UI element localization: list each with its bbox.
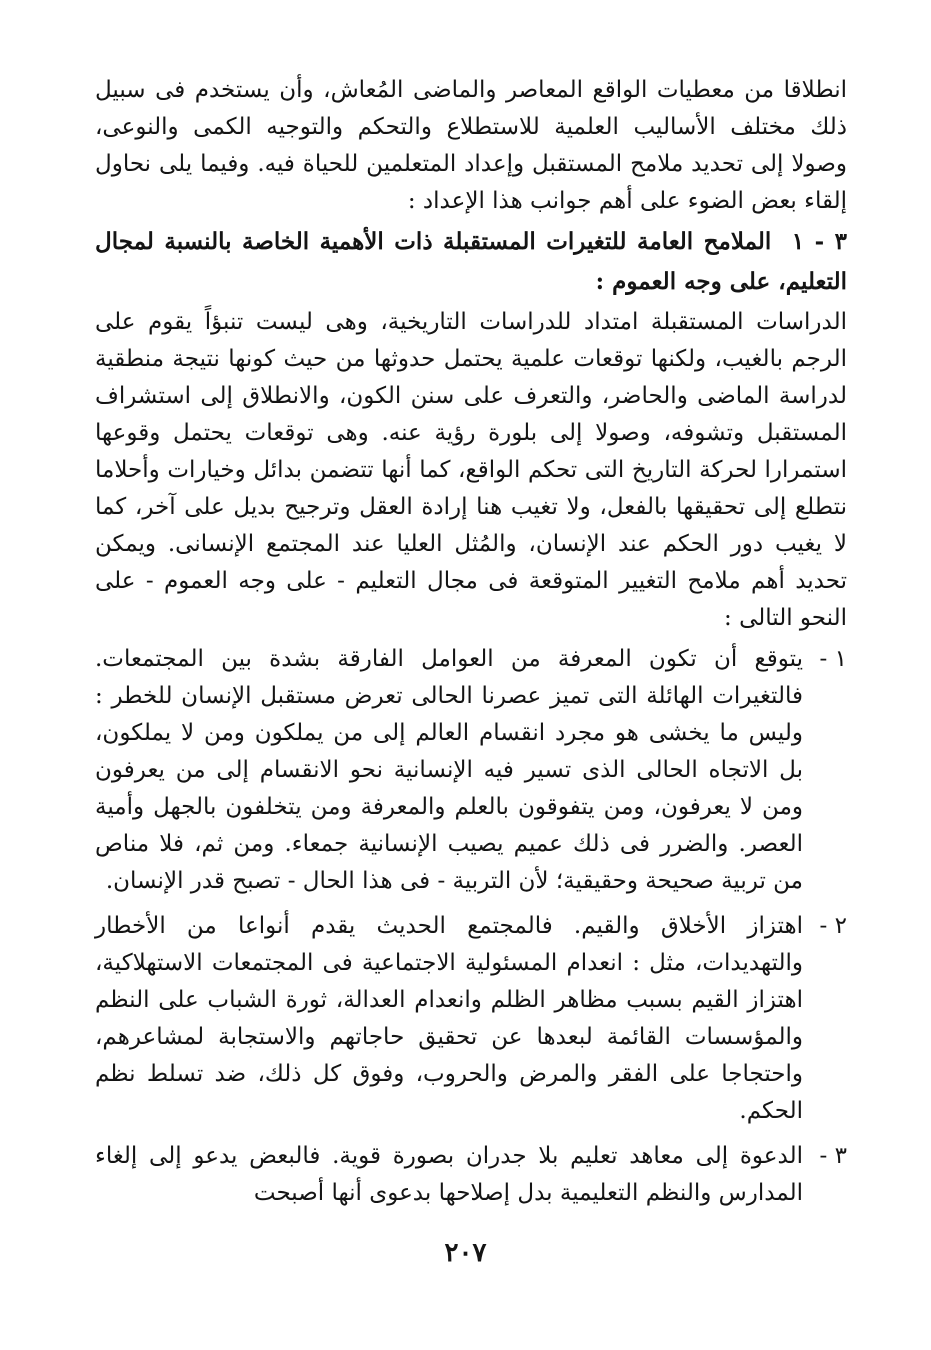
list-item-text: اهتزاز الأخلاق والقيم. فالمجتمع الحديث يقدم أنواعا من الأخطار والتهديدات، مثل : انعدام المسئولية الاجتماعية فى المجتمعات الاستهلاكية، اهتزاز القيم بسبب مظاهر الظلم وانعدام العدالة، ثورة الشباب على النظم والمؤسسات القائمة لبعدها عن تحقيق حاجاتهم والاستجابة لمشاعرهم، واحتجاجا على الفقر والمرض والحروب، وفوق كل ذلك، ضد تسلط نظم الحكم. [95, 913, 803, 1124]
list-item [95, 641, 847, 900]
section-title: الملامح العامة للتغيرات المستقبلة ذات الأهمية الخاصة بالنسبة لمجال التعليم، على وجه العموم : [95, 228, 847, 295]
list-item-text: يتوقع أن تكون المعرفة من العوامل الفارقة بشدة بين المجتمعات. فالتغيرات الهائلة التى تميز عصرنا الحالى تعرض مستقبل الإنسان للخطر : وليس ما يخشى هو مجرد انقسام العالم إلى من يملكون ومن لا يملكون، بل الاتجاه الحالى الذى تسير فيه الإنسانية نحو الانقسام إلى من يعرفون ومن لا يعرفون، ومن يتفوقون بالعلم والمعرفة ومن يتخلفون بالجهل وأمية العصر. والضرر فى ذلك عميم يصيب الإنسانية جمعاء. ومن ثم، فلا مناص من تربية صحيحة وحقيقية؛ لأن التربية - فى هذا الحال - تصبح قدر الإنسان. [95, 646, 803, 894]
numbered-list [95, 641, 847, 1212]
list-item [95, 1138, 847, 1212]
intro-paragraph: انطلاقا من معطيات الواقع المعاصر والماضى المُعاش، وأن يستخدم فى سبيل ذلك مختلف الأساليب العلمية للاستطلاع والتحكم والتوجيه الكمى والنوعى، وصولا إلى تحديد ملامح المستقبل وإعداد المتعلمين للحياة فيه. وفيما يلى نحاول إلقاء بعض الضوء على أهم جوانب هذا الإعداد : [95, 77, 847, 214]
section-heading [95, 222, 847, 302]
page-number: ٢٠٧ [444, 1238, 487, 1268]
list-item-number: ٣ - [819, 1143, 847, 1169]
list-item [95, 908, 847, 1130]
list-item-text: الدعوة إلى معاهد تعليم بلا جدران بصورة قوية. فالبعض يدعو إلى إلغاء المدارس والنظم التعليمية بدل إصلاحها بدعوى أنها أصبحت [95, 1143, 803, 1206]
section-body: الدراسات المستقبلة امتداد للدراسات التاريخية، وهى ليست تنبؤاً يقوم على الرجم بالغيب، ولكنها توقعات علمية يحتمل حدوثها من حيث كونها نتيجة منطقية لدراسة الماضى والحاضر، والتعرف على سنن الكون، والانطلاق إلى استشراف المستقبل وتشوفه، وصولا إلى بلورة رؤية عنه. وهى توقعات يحتمل وقوعها استمرارا لحركة التاريخ التى تحكم الواقع، كما أنها تتضمن بدائل وخيارات وأحلاما نتطلع إلى تحقيقها بالفعل، ولا تغيب هنا إرادة العقل وترجيح بديل على آخر، كما لا يغيب دور الحكم عند الإنسان، والمُثل العليا عند المجتمع الإنسانى. ويمكن تحديد أهم ملامح التغيير المتوقعة فى مجال التعليم - على وجه العموم - على النحو التالى : [95, 309, 847, 631]
list-item-number: ٢ - [819, 913, 847, 939]
list-item-number: ١ - [819, 646, 847, 672]
page-body [95, 72, 847, 1220]
section-number: ٣ - ١ [791, 228, 848, 255]
